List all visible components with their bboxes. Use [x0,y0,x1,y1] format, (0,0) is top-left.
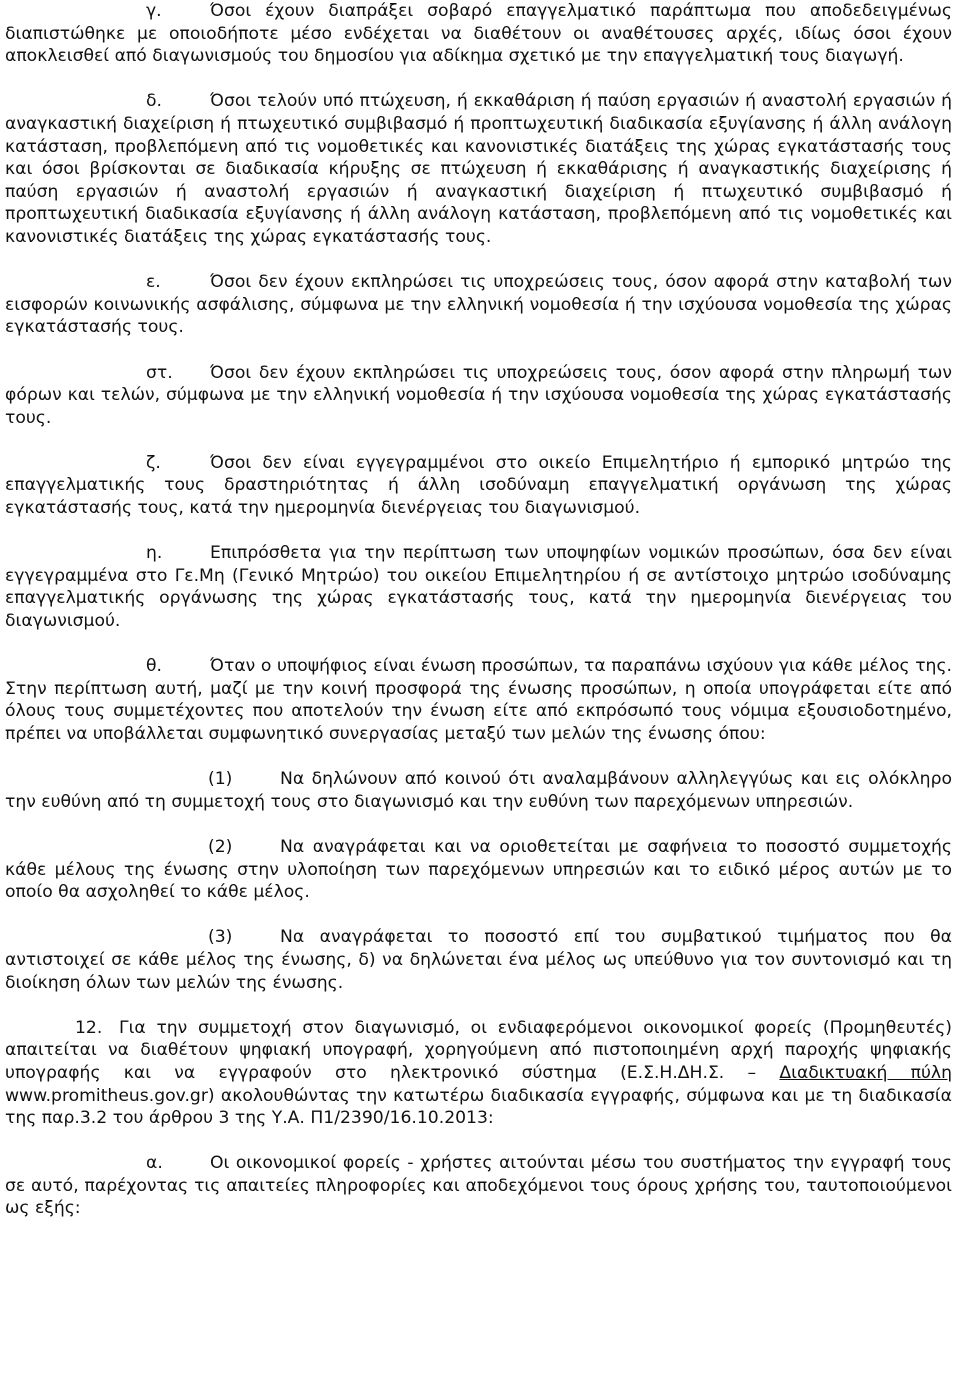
clause-theta-label: θ. [146,656,162,677]
clause-stigma [5,362,952,430]
clause-eta-text: Επιπρόσθετα για την περίπτωση των υποψηφίων νομικών προσώπων, όσα δεν είναι εγγεγραμμένα στο Γε.Μη (Γενικό Μητρώο) του οικείου Επιμελητηρίου ή σε αντίστοιχο μητρώο ισοδύναμης επαγγελματικής οργάνωσης της χώρας εγκατάστασής τους, κατά την ημερομηνία διενέργειας του διαγωνισμού. [5,543,952,632]
subclause-2-text: Να αναγράφεται και να οριοθετείται με σαφήνεια το ποσοστό συμμετοχής κάθε μέλους της ένωσης στην υλοποίηση των παρεχόμενων υπηρεσιών και το ειδικό μέρος αυτών με το οποίο θα ασχοληθεί το κάθε μέλος. [5,836,952,903]
clause-epsilon-text: Όσοι δεν έχουν εκπληρώσει τις υποχρεώσεις τους, όσον αφορά στην καταβολή των εισφορών κοινωνικής ασφάλισης, σύμφωνα με την ελληνική νομοθεσία ή την ισχύουσα νομοθεσία της χώρας εγκατάστασής τους. [5,272,952,338]
clause-delta [5,90,952,248]
clause-stigma-text: Όσοι δεν έχουν εκπληρώσει τις υποχρεώσεις τους, όσον αφορά στην πληρωμή των φόρων και τελών, σύμφωνα με την ελληνική νομοθεσία ή την ισχύουσα νομοθεσία της χώρας εγκατάστασής τους. [5,362,952,428]
clause-alpha [5,1152,952,1220]
subclause-3-text: Να αναγράφεται το ποσοστό επί του συμβατικού τιμήματος που θα αντιστοιχεί σε κάθε μέλος της ένωσης, δ) να δηλώνεται ένα μέλος ως υπεύθυνο για τον συντονισμό και τη διοίκηση όλων των μελών της ένωσης. [5,927,952,993]
clause-delta-text: Όσοι τελούν υπό πτώχευση, ή εκκαθάριση ή παύση εργασιών ή αναστολή εργασιών ή αναγκαστική διαχείριση ή πτωχευτικό συμβιβασμό ή προπτωχευτική διαδικασία εξυγίανσης ή άλλη ανάλογη κατάσταση, προβλεπόμενη από τις νομοθετικές και κανονιστικές διατάξεις της χώρας εγκατάστασής τους και όσοι βρίσκονται σε διαδικασία κήρυξης σε πτώχευση ή εκκαθάρισης ή αναγκαστικής διαχείρισης ή παύση εργασιών ή αναστολή εργασιών ή αναγκαστική διαχείριση ή πτωχευτικό συμβιβασμό ή προπτωχευτική διαδικασία εξυγίανσης ή άλλη ανάλογη κατάσταση, προβλεπόμενη από τις νομοθετικές και κανονιστικές διατάξεις της χώρας εγκατάστασής τους. [5,91,952,247]
clause-zeta-text: Όσοι δεν είναι εγγεγραμμένοι στο οικείο Επιμελητήριο ή εμπορικό μητρώο της επαγγελματικής τους δραστηριότητας ή άλλη ισοδύναμη επαγγελματική οργάνωση της χώρας εγκατάστασής τους, κατά την ημερομηνία διενέργειας του διαγωνισμού. [5,452,952,519]
clause-epsilon-label: ε. [146,272,161,293]
clause-gamma [5,0,952,68]
subclause-1 [5,768,952,813]
clause-theta [5,655,952,745]
section-12-text: Για την συμμετοχή στον διαγωνισμό, οι ενδιαφερόμενοι οικονομικοί φορείς (Προμηθευτές) απαιτείται να διαθέτουν ψηφιακή υπογραφή, χορηγούμενη από πιστοποιημένη αρχή παροχής ψηφιακής υπογραφής και να εγγραφούν στο ηλεκτρονικό σύστημα (Ε.Σ.Η.ΔΗ.Σ. – [5,1017,952,1083]
clause-alpha-text: Οι οικονομικοί φορείς - χρήστες αιτούνται μέσω του συστήματος την εγγραφή τους σε αυτό, παρέχοντας τις απαιτείες πληροφορίες και αποδεχόμενοι τους όρους χρήσης του, ταυτοποιούμενοι ως εξής: [5,1153,952,1219]
clause-theta-text: Όταν ο υποψήφιος είναι ένωση προσώπων, τα παραπάνω ισχύουν για κάθε μέλος της. Στην περίπτωση αυτή, μαζί με την κοινή προσφορά της ένωσης προσώπων, η οποία υπογράφεται είτε από όλους τους συμμετέχοντες που αποτελούν την ένωση είτε από εκπρόσωπό τους νόμιμα εξουσιοδοτημένο, πρέπει να υποβάλλεται συμφωνητικό συνεργασίας μεταξύ των μελών της ένωσης όπου: [5,656,952,744]
subclause-2-label: (2) [208,836,233,857]
clause-eta [5,542,952,632]
subclause-2 [5,836,952,904]
subclause-3-label: (3) [208,927,233,948]
clause-zeta [5,452,952,520]
subclause-1-label: (1) [208,769,233,790]
clause-gamma-label: γ. [146,1,162,21]
subclause-3 [5,926,952,994]
clause-zeta-label: ζ. [146,452,161,473]
clause-epsilon [5,271,952,339]
document-page [5,0,952,1220]
section-12 [5,1017,952,1130]
clause-gamma-text: Όσοι έχουν διαπράξει σοβαρό επαγγελματικό παράπτωμα που αποδεδειγμένως διαπιστώθηκε με οποιοδήποτε μέσο ενδέχεται να διαθέτουν οι αναθέτουσες αρχές, ιδίως όσοι έχουν αποκλεισθεί από διαγωνισμούς του δημοσίου για αδίκημα σχετικό με την επαγγελματική τους διαγωγή. [5,1,952,67]
clause-alpha-label: α. [146,1153,163,1174]
clause-stigma-label: στ. [146,362,173,383]
promitheus-portal-link[interactable]: Διαδικτυακή πύλη [779,1062,952,1083]
section-12-label: 12. [75,1017,103,1038]
subclause-1-text: Να δηλώνουν από κοινού ότι αναλαμβάνουν αλληλεγγύως και εις ολόκληρο την ευθύνη από τη συμμετοχή τους στο διαγωνισμό και την ευθύνη των παρεχόμενων υπηρεσιών. [5,769,952,812]
clause-eta-label: η. [146,543,163,564]
section-12-text-after: www.promitheus.gov.gr) ακολουθώντας την κατωτέρω διαδικασία εγγραφής, σύμφωνα και με τη διαδικασία της παρ.3.2 του άρθρου 3 της Υ.Α. Π1/2390/16.10.2013: [5,1085,952,1129]
clause-delta-label: δ. [146,91,162,112]
